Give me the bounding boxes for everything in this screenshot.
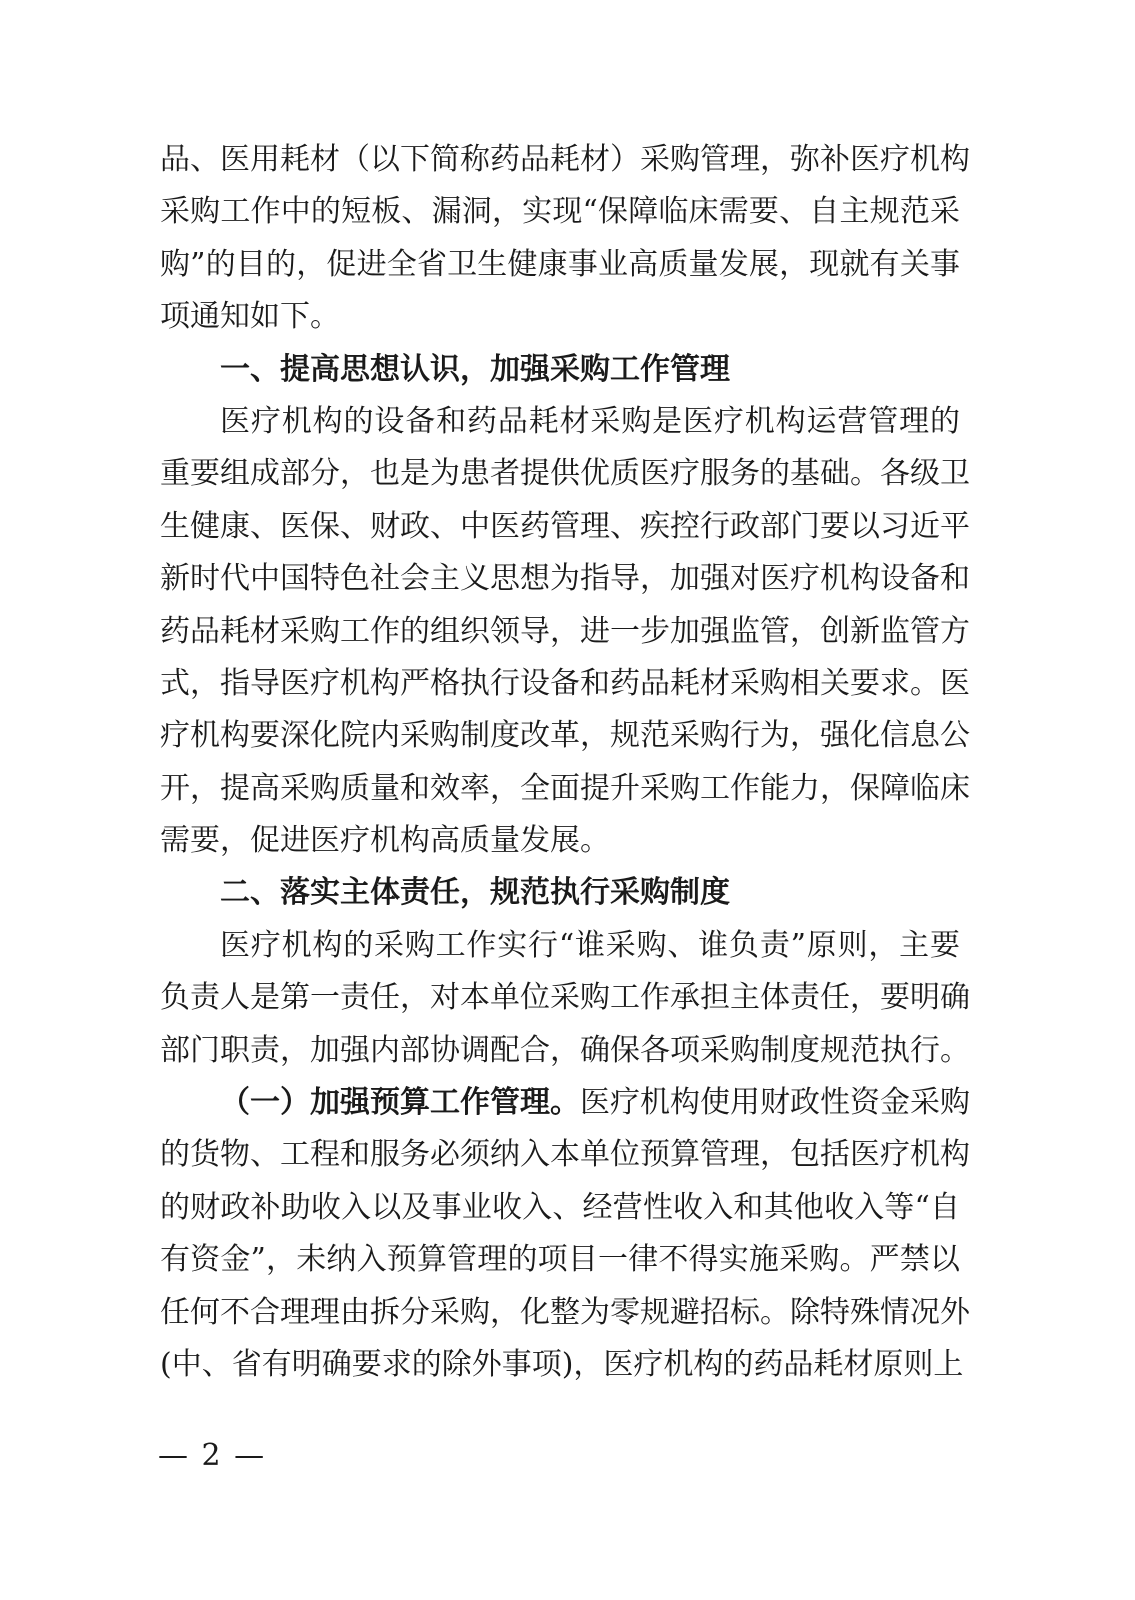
text-line: 品、医用耗材（以下简称药品耗材）采购管理，弥补医疗机构 xyxy=(160,142,970,177)
text-line: 新时代中国特色社会主义思想为指导，加强对医疗机构设备和 xyxy=(160,561,970,597)
subsection-line xyxy=(160,1077,970,1129)
body-text xyxy=(160,134,970,1391)
subsection-text: 医疗机构使用财政性资金采购 xyxy=(580,1085,970,1121)
section-heading-2: 二、落实主体责任，规范执行采购制度 xyxy=(220,875,730,911)
text-line: 药品耗材采购工作的组织领导，进一步加强监管，创新监管方 xyxy=(160,613,970,649)
text-line: 部门职责，加强内部协调配合，确保各项采购制度规范执行。 xyxy=(160,1032,970,1068)
text-line: 购”的目的，促进全省卫生健康事业高质量发展，现就有关事 xyxy=(160,246,960,282)
text-line: 项通知如下。 xyxy=(160,299,340,335)
text-line: 采购工作中的短板、漏洞，实现“保障临床需要、自主规范采 xyxy=(160,194,960,230)
text-line: 的财政补助收入以及事业收入、经营性收入和其他收入等“自 xyxy=(160,1189,960,1225)
text-line: 医疗机构的设备和药品耗材采购是医疗机构运营管理的 xyxy=(220,403,960,439)
text-line: 负责人是第一责任，对本单位采购工作承担主体责任，要明确 xyxy=(160,980,970,1016)
subsection-title: （一）加强预算工作管理。 xyxy=(220,1085,580,1121)
text-line: 有资金”，未纳入预算管理的项目一律不得实施采购。严禁以 xyxy=(160,1242,960,1278)
text-line: (中、省有明确要求的除外事项)，医疗机构的药品耗材原则上 xyxy=(160,1346,964,1382)
section-heading-1: 一、提高思想认识，加强采购工作管理 xyxy=(220,351,730,387)
text-line: 式，指导医疗机构严格执行设备和药品耗材采购相关要求。医 xyxy=(160,665,970,701)
text-line: 重要组成部分，也是为患者提供优质医疗服务的基础。各级卫 xyxy=(160,456,970,492)
text-line: 疗机构要深化院内采购制度改革，规范采购行为，强化信息公 xyxy=(160,718,970,754)
text-line: 任何不合理理由拆分采购，化整为零规避招标。除特殊情况外 xyxy=(160,1294,970,1330)
text-line: 医疗机构的采购工作实行“谁采购、谁负责”原则，主要 xyxy=(220,927,960,963)
text-line: 开，提高采购质量和效率，全面提升采购工作能力，保障临床 xyxy=(160,770,970,806)
text-line: 的货物、工程和服务必须纳入本单位预算管理，包括医疗机构 xyxy=(160,1137,970,1173)
text-line: 生健康、医保、财政、中医药管理、疾控行政部门要以习近平 xyxy=(160,508,970,544)
page-number: — 2 — xyxy=(158,1438,267,1473)
text-line: 需要，促进医疗机构高质量发展。 xyxy=(160,823,610,859)
